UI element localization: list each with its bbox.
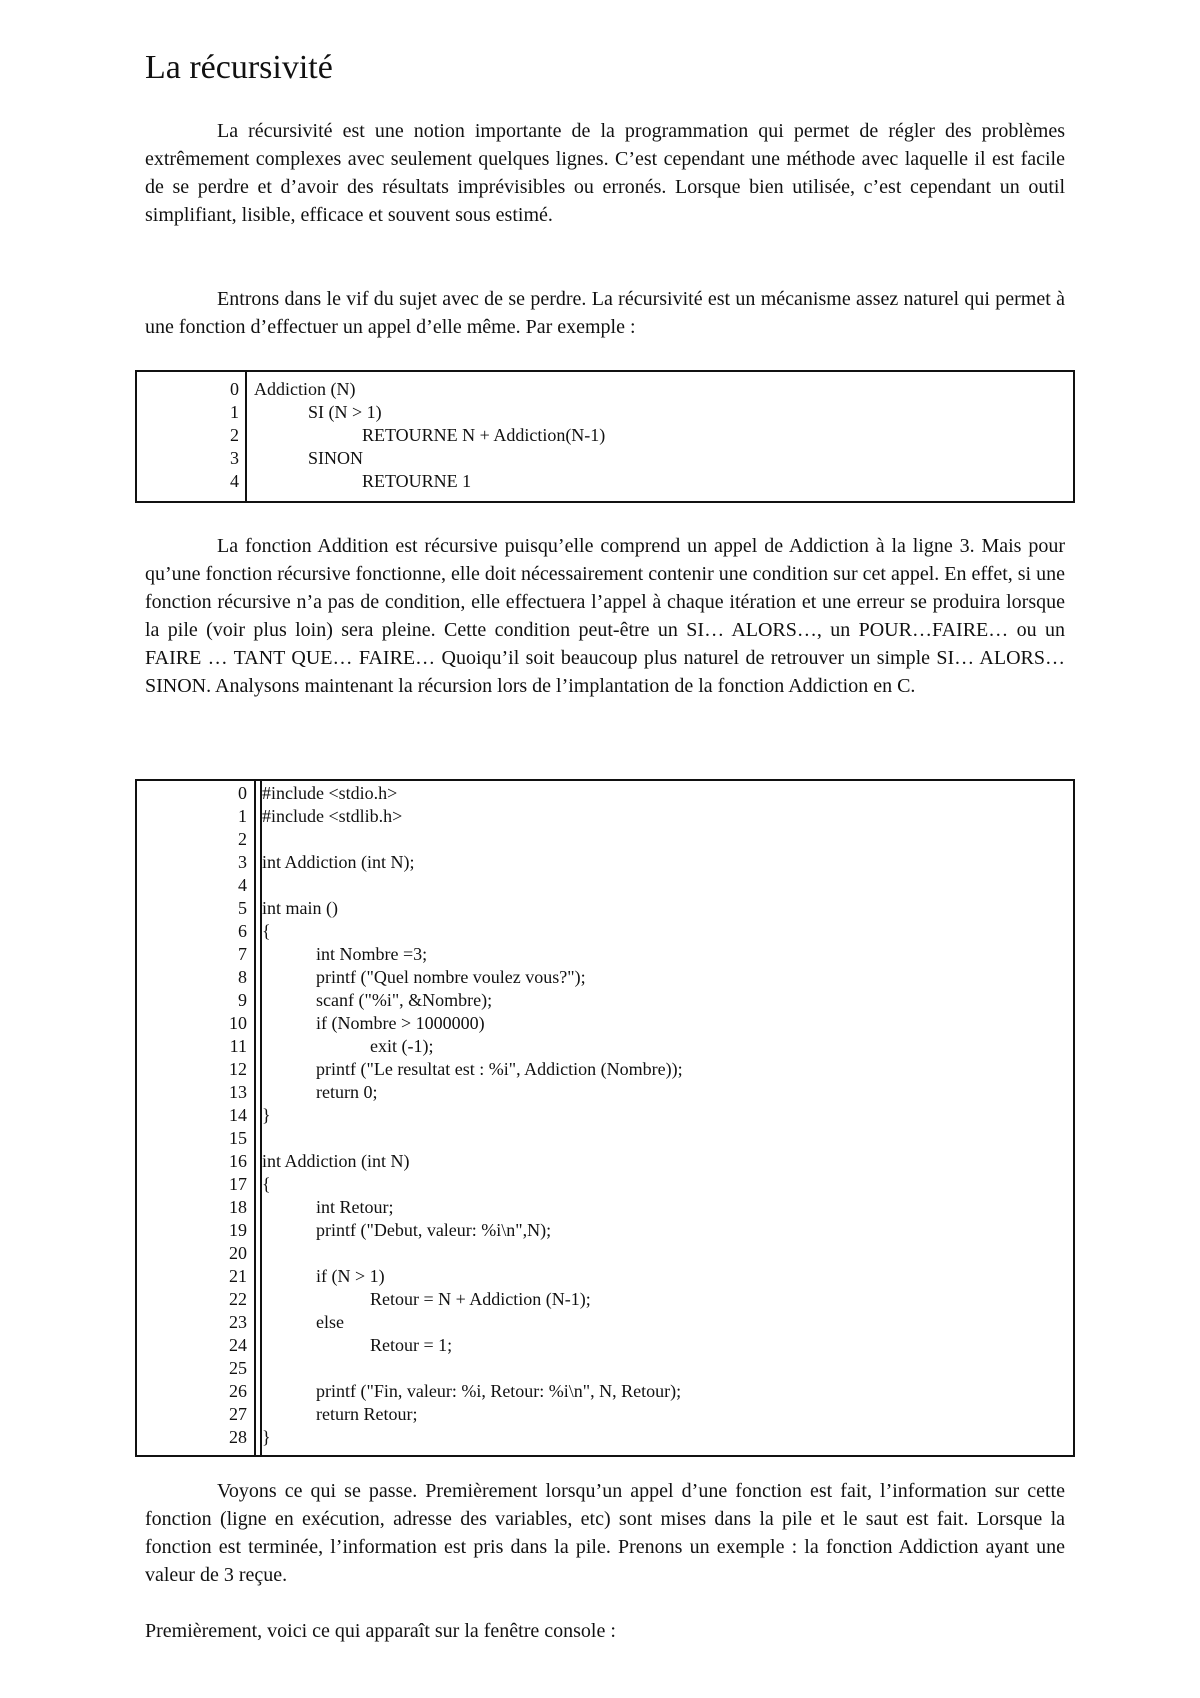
line-number: 9 <box>238 990 247 1010</box>
code-text: RETOURNE 1 <box>254 471 472 491</box>
line-number: 1 <box>238 806 247 826</box>
code-line <box>137 424 1073 447</box>
code-line <box>137 1288 1073 1311</box>
line-number: 24 <box>229 1335 247 1355</box>
code-text: if (N > 1) <box>262 1266 385 1286</box>
line-number: 8 <box>238 967 247 987</box>
code-line <box>137 1127 1073 1150</box>
code-line <box>137 897 1073 920</box>
code-line <box>137 1334 1073 1357</box>
code-text: int Retour; <box>262 1197 394 1217</box>
line-number: 25 <box>229 1358 247 1378</box>
line-number: 11 <box>229 1036 247 1056</box>
line-number: 7 <box>238 944 247 964</box>
line-number: 1 <box>230 402 239 422</box>
code-text: printf ("Debut, valeur: %i\n",N); <box>262 1220 552 1240</box>
code-text: SINON <box>254 448 364 468</box>
line-number: 6 <box>238 921 247 941</box>
code-line <box>137 1081 1073 1104</box>
code-text: else <box>262 1312 344 1332</box>
line-number: 27 <box>229 1404 247 1424</box>
code-text: int Addiction (int N) <box>262 1151 410 1171</box>
line-number: 20 <box>229 1243 247 1263</box>
stack-paragraph: Voyons ce qui se passe. Premièrement lorsqu’un appel d’une fonction est fait, l’information sur cette fonction (ligne en exécution, adresse des variables, etc) sont mises dans la pile et le saut est fait. Lorsque la fonction est terminée, l’information est pris dans la pile. Prenons un exemple : la fonction Addiction ayant une valeur de 3 reçue. <box>145 1480 1065 1586</box>
code-line <box>137 805 1073 828</box>
line-number: 0 <box>230 379 239 399</box>
code-text: return Retour; <box>262 1404 418 1424</box>
code-line <box>137 1173 1073 1196</box>
code-text: printf ("Le resultat est : %i", Addiction (Nombre)); <box>262 1059 683 1079</box>
code-line <box>137 874 1073 897</box>
code-line <box>137 851 1073 874</box>
code-text: printf ("Fin, valeur: %i, Retour: %i\n", N, Retour); <box>262 1381 682 1401</box>
console-intro-paragraph: Premièrement, voici ce qui apparaît sur la fenêtre console : <box>145 1620 616 1642</box>
code-text: RETOURNE N + Addiction(N-1) <box>254 425 606 445</box>
code-line <box>137 989 1073 1012</box>
code-text: #include <stdlib.h> <box>262 806 403 826</box>
code-line <box>137 1265 1073 1288</box>
explanation-paragraph: La fonction Addition est récursive puisqu’elle comprend un appel de Addiction à la ligne 3. Mais pour qu’une fonction récursive fonctionne, elle doit nécessairement contenir une condition sur cet appel. En effet, si une fonction récursive n’a pas de condition, elle effectuera l’appel à chaque itération et une erreur se produira lorsque la pile (voir plus loin) sera pleine. Cette condition peut-être un SI… ALORS…, un POUR…FAIRE… ou un FAIRE … TANT QUE… FAIRE… Quoiqu’il soit beaucoup plus naturel de retrouver un simple SI… ALORS…SINON. Analysons maintenant la récursion lors de l’implantation de la fonction Addiction en C. <box>145 535 1065 697</box>
line-number: 2 <box>230 425 239 445</box>
code-text: exit (-1); <box>262 1036 434 1056</box>
line-number: 14 <box>229 1105 247 1125</box>
code-line <box>137 1104 1073 1127</box>
line-number: 23 <box>229 1312 247 1332</box>
line-number: 15 <box>229 1128 247 1148</box>
code-line <box>137 1403 1073 1426</box>
line-number: 19 <box>229 1220 247 1240</box>
code-text: Addiction (N) <box>254 379 356 399</box>
code-text: #include <stdio.h> <box>262 783 398 803</box>
code-text: int Nombre =3; <box>262 944 428 964</box>
intro-paragraph: La récursivité est une notion importante de la programmation qui permet de régler des problèmes extrêmement complexes avec seulement quelques lignes. C’est cependant une méthode avec laquelle il est facile de se perdre et d’avoir des résultats imprévisibles ou erronés. Lorsque bien utilisée, c’est cependant un outil simplifiant, lisible, efficace et souvent sous estimé. <box>145 120 1065 226</box>
code-text: SI (N > 1) <box>254 402 382 422</box>
code-line <box>137 470 1073 493</box>
code-line <box>137 1196 1073 1219</box>
code-text: scanf ("%i", &Nombre); <box>262 990 493 1010</box>
code-line <box>137 1242 1073 1265</box>
code-line <box>137 378 1073 401</box>
code-text: return 0; <box>262 1082 378 1102</box>
code-line <box>137 1219 1073 1242</box>
code-line <box>137 1150 1073 1173</box>
code-text: } <box>262 1105 271 1125</box>
code-text: if (Nombre > 1000000) <box>262 1013 485 1033</box>
code-line <box>137 782 1073 805</box>
line-number: 18 <box>229 1197 247 1217</box>
line-number: 3 <box>230 448 239 468</box>
code-text: { <box>262 1174 271 1194</box>
code-line <box>137 1058 1073 1081</box>
line-number: 21 <box>229 1266 247 1286</box>
line-number: 0 <box>238 783 247 803</box>
pseudocode-listing <box>135 370 1075 503</box>
line-number: 2 <box>238 829 247 849</box>
line-number: 26 <box>229 1381 247 1401</box>
code-line <box>137 920 1073 943</box>
line-number: 13 <box>229 1082 247 1102</box>
code-line <box>137 401 1073 424</box>
line-number: 16 <box>229 1151 247 1171</box>
line-number: 4 <box>230 471 239 491</box>
line-number: 3 <box>238 852 247 872</box>
example-intro-paragraph: Entrons dans le vif du sujet avec de se perdre. La récursivité est un mécanisme assez naturel qui permet à une fonction d’effectuer un appel d’elle même. Par exemple : <box>145 288 1065 338</box>
line-number: 17 <box>229 1174 247 1194</box>
line-number: 28 <box>229 1427 247 1447</box>
code-line <box>137 1380 1073 1403</box>
page-title: La récursivité <box>145 49 333 86</box>
code-line <box>137 1357 1073 1380</box>
code-text: printf ("Quel nombre voulez vous?"); <box>262 967 586 987</box>
line-number: 4 <box>238 875 247 895</box>
code-line <box>137 1426 1073 1449</box>
line-number: 12 <box>229 1059 247 1079</box>
code-line <box>137 447 1073 470</box>
c-code-listing <box>135 779 1075 1457</box>
line-number: 10 <box>229 1013 247 1033</box>
code-text: int main () <box>262 898 338 918</box>
code-line <box>137 1012 1073 1035</box>
code-text: Retour = 1; <box>262 1335 453 1355</box>
code-text: } <box>262 1427 271 1447</box>
code-text: Retour = N + Addiction (N-1); <box>262 1289 591 1309</box>
code-line <box>137 1035 1073 1058</box>
code-line <box>137 966 1073 989</box>
code-line <box>137 943 1073 966</box>
code-text: int Addiction (int N); <box>262 852 415 872</box>
line-number: 5 <box>238 898 247 918</box>
code-line <box>137 828 1073 851</box>
code-line <box>137 1311 1073 1334</box>
line-number: 22 <box>229 1289 247 1309</box>
code-text: { <box>262 921 271 941</box>
